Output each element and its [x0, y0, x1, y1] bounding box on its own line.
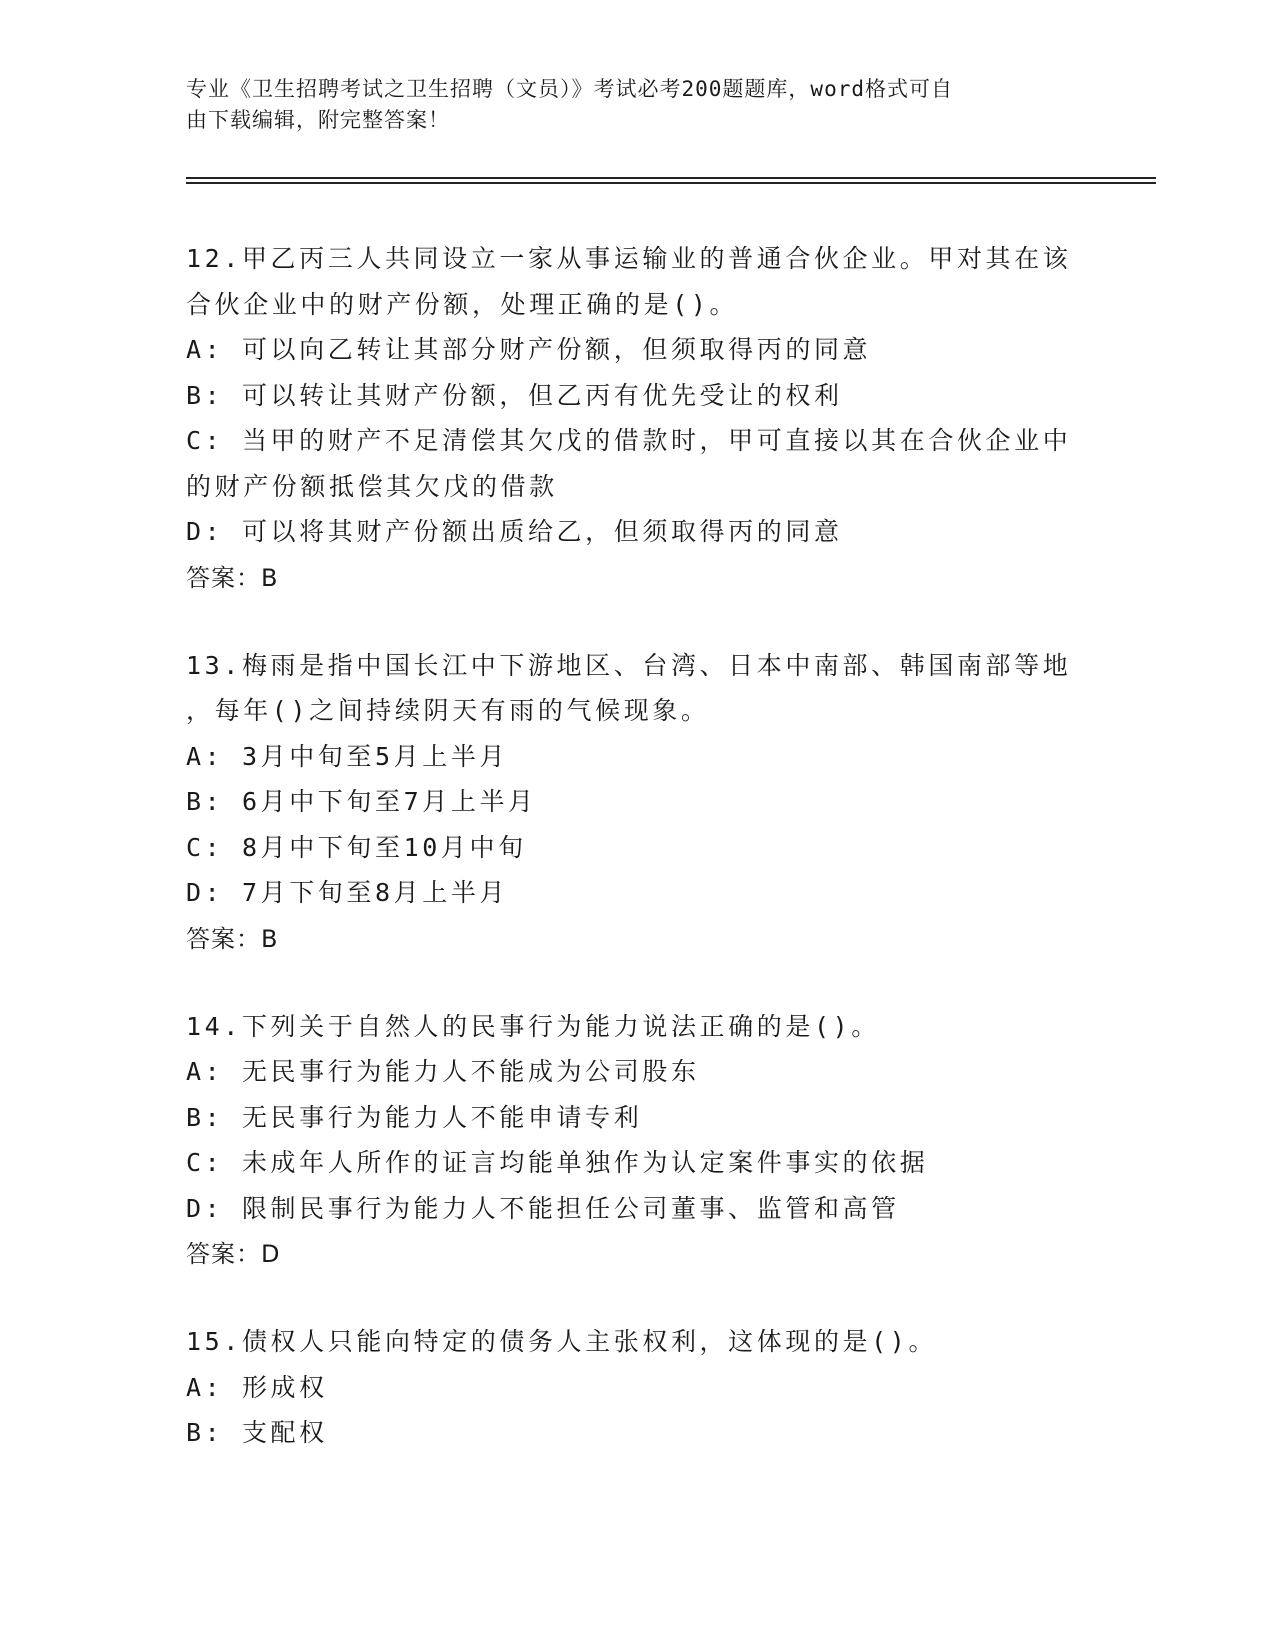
header-divider-bottom — [186, 182, 1156, 184]
answer-option: C: 当甲的财产不足清偿其欠戊的借款时，甲可直接以其在合伙企业中 — [186, 426, 1072, 455]
answer-option: D: 可以将其财产份额出质给乙，但须取得丙的同意 — [186, 517, 843, 546]
question-stem: 12.甲乙丙三人共同设立一家从事运输业的普通合伙企业。甲对其在该 — [186, 244, 1072, 273]
answer-option: A: 形成权 — [186, 1372, 328, 1402]
answer-option: 的财产份额抵偿其欠戊的借款 — [186, 471, 558, 501]
question-stem: 13.梅雨是指中国长江中下游地区、台湾、日本中南部、韩国南部等地 — [186, 650, 1072, 680]
answer-option: A: 无民事行为能力人不能成为公司股东 — [186, 1057, 700, 1086]
header-line-2: 由下载编辑，附完整答案！ — [186, 108, 450, 132]
answer-option: B: 可以转让其财产份额，但乙丙有优先受让的权利 — [186, 380, 843, 410]
question-list — [186, 236, 1086, 1498]
answer-option: D: 7月下旬至8月上半月 — [186, 878, 509, 907]
question-block — [186, 236, 1086, 601]
answer-option: D: 限制民事行为能力人不能担任公司董事、监管和高管 — [186, 1193, 900, 1223]
question-stem: 15.债权人只能向特定的债务人主张权利，这体现的是()。 — [186, 1327, 938, 1356]
question-block — [186, 1319, 1086, 1456]
answer-option: B: 6月中下旬至7月上半月 — [186, 787, 537, 816]
question-block — [186, 643, 1086, 962]
answer-key: 答案：B — [186, 563, 279, 592]
answer-option: B: 无民事行为能力人不能申请专利 — [186, 1102, 643, 1132]
header-line-1: 专业《卫生招聘考试之卫生招聘（文员）》考试必考200题题库，word格式可自 — [186, 77, 953, 101]
question-stem: 合伙企业中的财产份额，处理正确的是()。 — [186, 289, 739, 319]
header-divider-top — [186, 177, 1156, 179]
question-stem: ，每年()之间持续阴天有雨的气候现象。 — [186, 696, 710, 725]
answer-key: 答案：B — [186, 924, 279, 953]
document-header — [186, 74, 1086, 136]
question-stem: 14.下列关于自然人的民事行为能力说法正确的是()。 — [186, 1011, 880, 1041]
question-block — [186, 1004, 1086, 1278]
answer-option: C: 8月中下旬至10月中旬 — [186, 832, 527, 862]
answer-option: C: 未成年人所作的证言均能单独作为认定案件事实的依据 — [186, 1148, 929, 1177]
answer-key: 答案：D — [186, 1240, 281, 1268]
answer-option: A: 3月中旬至5月上半月 — [186, 741, 509, 771]
answer-option: A: 可以向乙转让其部分财产份额，但须取得丙的同意 — [186, 335, 872, 364]
answer-option: B: 支配权 — [186, 1418, 328, 1447]
